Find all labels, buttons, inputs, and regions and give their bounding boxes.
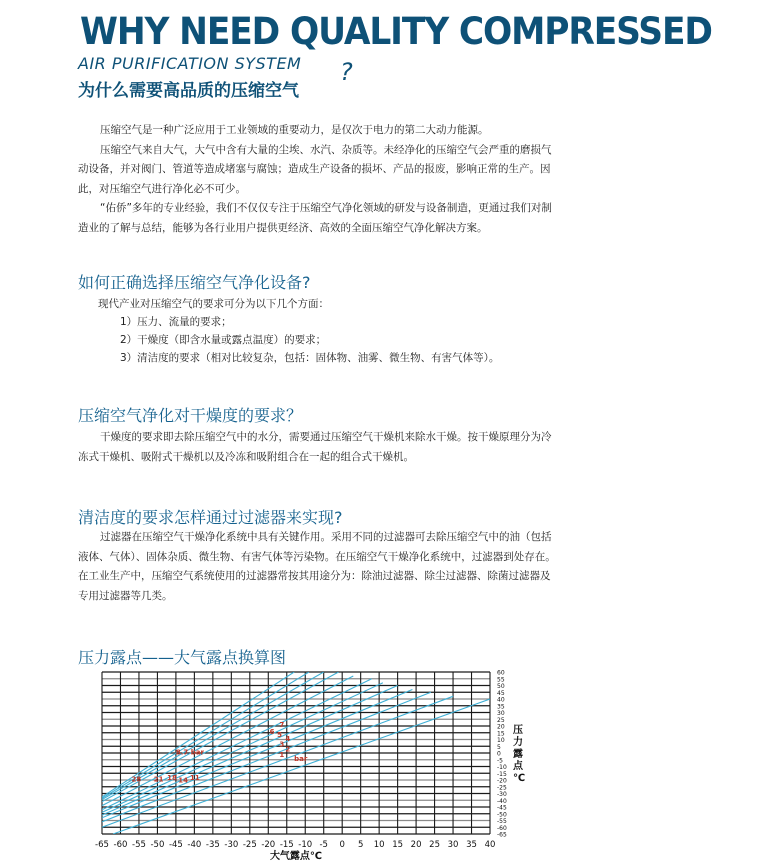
y-tick-label: -65 [497,831,507,839]
x-tick-label: 10 [373,840,385,850]
y-tick-label: -5 [497,757,503,765]
dryness-paragraph: 干燥度的要求即去除压缩空气中的水分，需要通过压缩空气干燥机来除水干燥。按干燥原理分为冷冻式干燥机、吸附式干燥机以及冷冻和吸附组合在一起的组合式干燥机。 [78,431,552,463]
x-tick-label: -15 [279,840,294,850]
y-tick-label: -30 [497,791,507,798]
x-tick-label: 20 [410,840,422,850]
y-tick-label: 5 [497,743,501,751]
y-tick-label: 60 [497,669,505,677]
x-tick-label: 30 [447,840,459,850]
intro-paragraph: 压缩空气是一种广泛应用于工业领域的重要动力，是仅次于电力的第二大动力能源。 [100,124,489,136]
question-mark: ? [340,58,353,86]
x-tick-label: -50 [150,840,165,850]
page-subtitle-chinese: 为什么需要高品质的压缩空气 [78,81,299,101]
y-tick-label: 20 [497,723,505,731]
x-tick-label: 35 [466,840,477,850]
y-tick-label: 40 [497,696,505,704]
pressure-label: 11 [189,774,200,782]
pressure-label: 1 [279,751,285,760]
y-tick-label: -60 [497,824,507,832]
y-tick-label: 45 [497,689,505,697]
x-tick-label: -5 [319,840,328,850]
page-title-english: WHY NEED QUALITY COMPRESSED [80,10,712,53]
pressure-label: 8.7 bar [175,748,204,757]
y-axis-label: 压力露点℃ [513,725,526,784]
y-tick-label: 50 [497,683,505,690]
x-tick-label: -45 [168,840,183,850]
cleanliness-paragraph: 过滤器在压缩空气干燥净化系统中具有关键作用。采用不同的过滤器可去除压缩空气中的油（包括液体、气体）、固体杂质、微生物、有害气体等污染物。在压缩空气干燥净化系统中，过滤器到处存在。在工业生产中，压缩空气系统使用的过滤器常按其用途分为：除油过滤器、除尘过滤器、除菌过滤器及专用过滤器等几类。 [78,531,556,602]
y-tick-label: -25 [497,784,507,792]
x-tick-label: -10 [298,840,313,850]
x-tick-label: 25 [429,840,440,850]
y-tick-label: 10 [497,737,505,744]
x-tick-label: -30 [224,840,239,850]
x-tick-label: 0 [339,840,345,850]
pressure-label: 2 [285,745,291,754]
y-tick-label: -50 [497,811,507,819]
series-line-2 [102,696,453,827]
pressure-label: 14 [178,776,188,785]
y-tick-label: 0 [497,750,501,758]
y-tick-label: -45 [497,804,507,812]
pressure-label: 28 [131,775,142,784]
series-line-4 [102,690,412,818]
y-tick-label: 15 [497,730,505,738]
y-tick-label: 35 [497,703,505,711]
list-item: 2）干燥度（即含水量或露点温度）的要求； [120,334,327,346]
y-tick-label: -10 [497,764,507,771]
intro-paragraph: 压缩空气来自大气，大气中含有大量的尘埃、水汽、杂质等。未经净化的压缩空气会严重的磨损气动设备，并对阀门、管道等造成堵塞与腐蚀；造成生产设备的损坏、产品的报废，影响正常的生产。因此，对压缩空气进行净化必不可少。 [78,143,552,195]
y-tick-label: -55 [497,818,507,825]
y-tick-label: -40 [497,797,507,805]
pressure-label: 6 [269,728,275,737]
y-tick-label: 25 [497,716,505,724]
x-tick-label: -25 [242,840,257,850]
x-tick-label: -55 [132,840,146,850]
intro-paragraph: “佑侨”多年的专业经验，我们不仅仅专注于压缩空气净化领域的研发与设备制造，更通过我们对制造业的了解与总结，能够为各行业用户提供更经济、高效的全面压缩空气净化解决方案。 [78,202,552,234]
y-tick-label: -15 [497,770,507,778]
y-tick-label: 55 [497,676,505,684]
section-heading-cleanliness: 清洁度的要求怎样通过过滤器来实现? [78,508,343,527]
x-tick-label: -65 [95,840,109,850]
chart-title: 压力露点——大气露点换算图 [78,648,287,667]
list-item: 3）清洁度的要求（相对比较复杂，包括：固体物、油雾、微生物、有害气体等）。 [120,352,500,364]
y-tick-label: 30 [497,710,505,717]
list-item: 1）压力、流量的要求； [120,316,232,328]
section-heading-dryness: 压缩空气净化对干燥度的要求？ [78,406,303,425]
pressure-label: 3 [279,740,285,749]
x-tick-label: -60 [113,840,128,850]
x-tick-label: 15 [392,840,404,850]
pressure-label: 7 [279,721,285,730]
y-tick-label: -20 [497,777,507,785]
x-tick-label: -35 [205,840,220,850]
x-tick-label: 5 [357,840,364,850]
pressure-label: 21 [153,775,164,784]
page-subtitle-english: AIR PURIFICATION SYSTEM [78,54,302,73]
list-lead: 现代产业对压缩空气的要求可分为以下几个方面： [98,298,329,310]
x-tick-label: -40 [187,840,202,850]
x-axis-label: 大气露点℃ [269,851,323,862]
x-tick-label: 40 [484,840,496,850]
section-heading-select: 如何正确选择压缩空气净化设备? [78,273,311,292]
pressure-label: bar [294,755,308,764]
x-tick-label: -20 [261,840,276,850]
pressure-label: 18 [167,774,177,782]
pressure-label: 4 [285,734,291,743]
pressure-label: 5 [277,730,282,739]
